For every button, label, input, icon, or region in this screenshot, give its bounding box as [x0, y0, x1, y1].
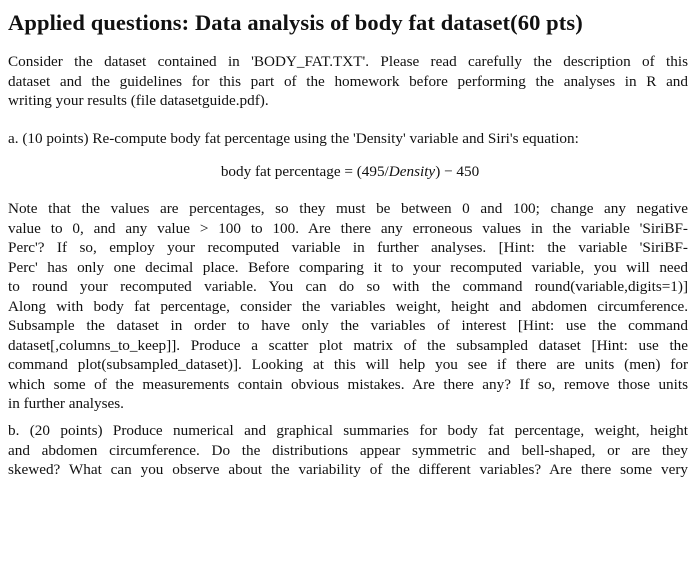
- note-line: Note that the values are percentages, so they must be between 0 and 100; change any negative: [8, 200, 688, 217]
- part-b-line: skewed? What can you observe about the variability of the different variables? Are there some very: [8, 461, 688, 478]
- part-b-line: and abdomen circumference. Do the distributions appear symmetric and bell-shaped, or are they: [8, 441, 688, 459]
- note-line: Along with body fat percentage, consider the variables weight, height and abdomen circumference.: [8, 297, 688, 315]
- section-title: Applied questions: Data analysis of body fat dataset(60 pts): [8, 10, 583, 35]
- note-line: value to 0, and any value > 100 to 100. Are there any erroneous values in the variable 'SiriBF-: [8, 219, 688, 237]
- intro-line: dataset and the guidelines for this part of the homework before performing the analyses in R and: [8, 72, 688, 90]
- intro-line: writing your results (file datasetguide.pdf).: [8, 92, 269, 109]
- note-line: in further analyses.: [8, 395, 124, 412]
- intro-line: Consider the dataset contained in 'BODY_FAT.TXT'. Please read carefully the description of this: [8, 53, 688, 70]
- note-line: dataset[,columns_to_keep]]. Produce a scatter plot matrix of the subsampled dataset [Hint: use the: [8, 336, 688, 354]
- part-b-question: [8, 421, 688, 480]
- note-line: Subsample the dataset in order to have only the variables of interest [Hint: use the command: [8, 317, 688, 334]
- note-paragraph: [8, 199, 688, 414]
- part-a-line: a. (10 points) Re-compute body fat percentage using the 'Density' variable and Siri's equation:: [8, 130, 579, 147]
- density-variable: Density: [388, 163, 436, 180]
- part-a-question: [8, 129, 688, 149]
- note-line: which some of the measurements contain obvious mistakes. Are there any? If so, remove those units: [8, 375, 688, 393]
- note-line: to round your recomputed variable. You can do so with the command round(variable,digits=1)]: [8, 278, 688, 295]
- note-line: Perc' has only one decimal place. Before comparing it to your recomputed variable, you will need: [8, 258, 688, 276]
- note-line: Perc'? If so, employ your recomputed variable in further analyses. [Hint: the variable 'SiriBF-: [8, 239, 688, 256]
- part-b-line: b. (20 points) Produce numerical and graphical summaries for body fat percentage, weight, height: [8, 422, 688, 439]
- note-line: command plot(subsampled_dataset)]. Looking at this will help you see if there are units (men) for: [8, 356, 688, 373]
- intro-paragraph: [8, 52, 688, 111]
- siri-equation: body fat percentage = (495/Density) − 450: [220, 163, 480, 180]
